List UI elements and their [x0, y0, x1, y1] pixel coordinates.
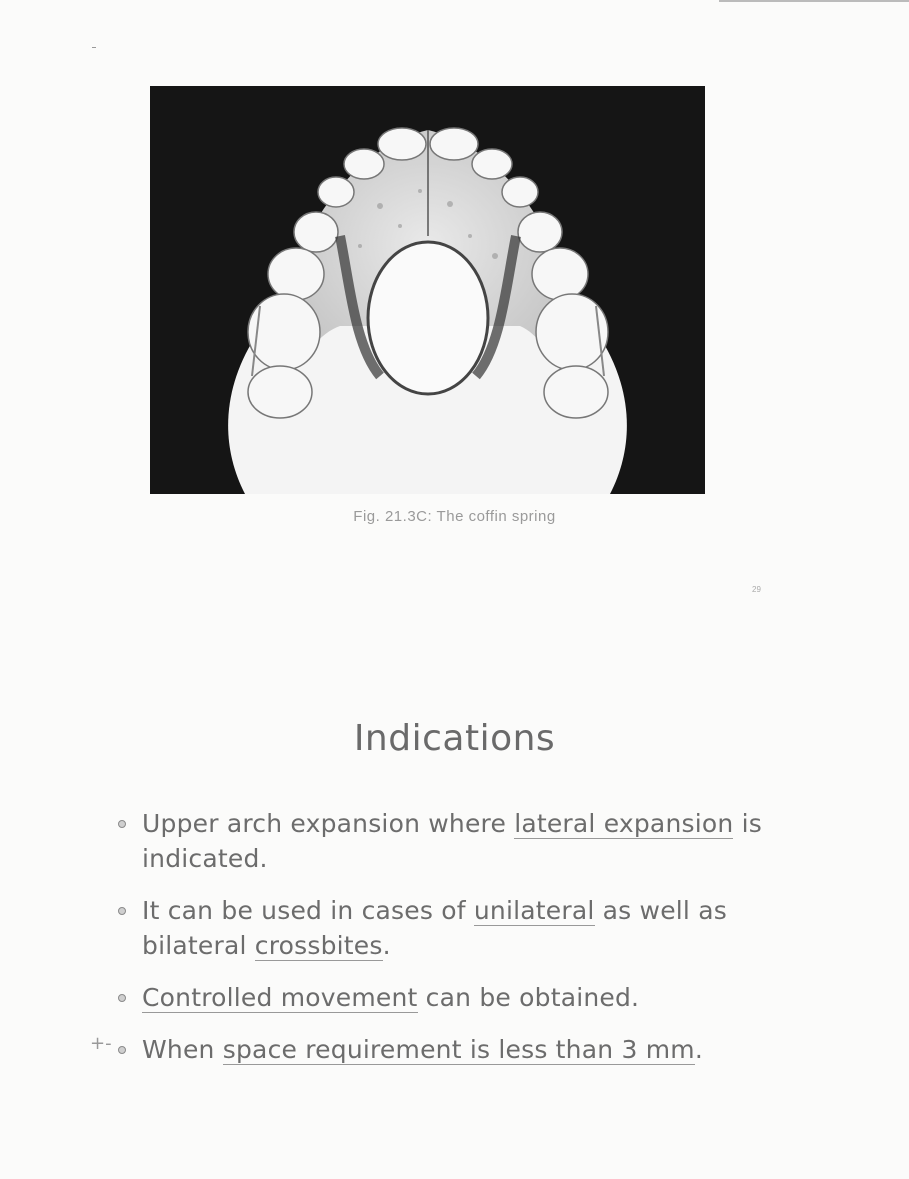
bullet-icon — [118, 994, 126, 1002]
handwritten-margin-mark: +- — [90, 1033, 112, 1054]
page-number: 29 — [752, 585, 761, 594]
list-item: Upper arch expansion where lateral expansion is indicated. — [118, 806, 798, 876]
list-item: Controlled movement can be obtained. — [118, 980, 798, 1015]
bullet-icon — [118, 820, 126, 828]
slide-title: Indications — [353, 718, 556, 759]
list-item: When space requirement is less than 3 mm. — [118, 1032, 798, 1067]
bullet-icon — [118, 907, 126, 915]
indications-list — [118, 806, 798, 1084]
scan-fleck — [92, 47, 96, 48]
dental-appliance-photo — [150, 86, 705, 494]
appliance-illustration — [150, 86, 705, 494]
figure-caption: Fig. 21.3C: The coffin spring — [353, 508, 556, 525]
page-edge-line — [719, 0, 909, 2]
list-item: It can be used in cases of unilateral as well as bilateral crossbites. — [118, 893, 798, 963]
bullet-icon — [118, 1046, 126, 1054]
